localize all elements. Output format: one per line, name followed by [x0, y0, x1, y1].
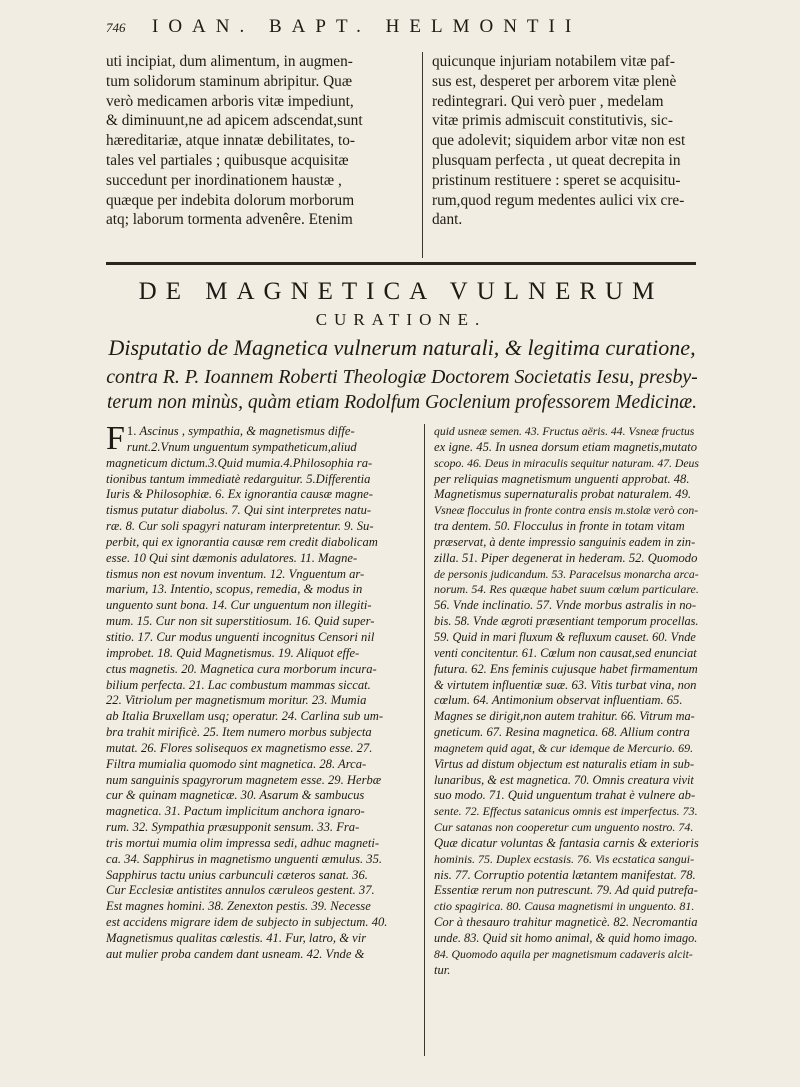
index-line: Magnetismus supernaturalis probat naturalem. 49.	[434, 487, 692, 502]
drop-cap: F	[106, 420, 125, 457]
index-line: tismus non est novum inventum. 12. Vnguentum ar-	[106, 566, 365, 581]
index-line: mutat. 26. Flores solisequos ex magnetismo esse. 27.	[106, 740, 373, 755]
text-line: verò medicamen arboris vitæ impediunt,	[106, 92, 354, 110]
text-line: redintegrari. Qui verò puer , medelam	[432, 92, 664, 110]
index-line: Virtus ad distum objectum est naturalis etiam in sub-	[434, 756, 695, 771]
index-line: Quæ dicatur voluntas & fantasia carnis & exterioris	[434, 835, 699, 850]
index-line: bra trahit mirificè. 25. Item numero morbus subjecta	[106, 725, 372, 740]
index-line: sente. 72. Effectus satanicus omnis est imperfectus. 73.	[434, 804, 698, 819]
index-line: lunaribus, & est magnetica. 70. Omnis creatura vivit	[434, 772, 694, 787]
index-line: bilium perfecta. 21. Lac combustum mammas siccat.	[106, 677, 371, 692]
index-line: nis. 77. Corruptio potentia lætantem manifestat. 78.	[434, 867, 696, 882]
text-line: plusquam perfecta , ut queat decrepita in	[432, 151, 681, 169]
section-rule	[106, 262, 696, 265]
index-line: ex igne. 45. In usnea dorsum etiam magnetis,mutato	[434, 439, 698, 454]
index-line: magneticum dictum.3.Quid mumia.4.Philosophia ra-	[106, 455, 373, 470]
index-line: Filtra mumialia quomodo sint magnetica. 28. Arca-	[106, 756, 367, 771]
index-line: Cur satanas non cooperetur cum unguento nostro. 74.	[434, 820, 694, 835]
index-line: unde. 83. Quid sit homo animal, & quid homo imago.	[434, 931, 698, 945]
index-line: magnetem quid agat, & cur idemque de Mercurio. 69.	[434, 740, 694, 755]
index-line: 84. Quomodo aquila per magnetismum cadaveris alcit-	[434, 947, 693, 961]
column-divider	[424, 424, 425, 1056]
index-line: num sanguinis spagyrorum magnetem esse. 29. Herbæ	[106, 772, 382, 787]
index-left-column	[106, 420, 418, 963]
index-line: magnetica. 31. Pactum implicitum anchora ignaro-	[106, 804, 365, 819]
index-line: venti concitentur. 61. Cœlum non causat,sed enunciat	[434, 645, 697, 660]
index-line: ca. 34. Sapphirus in magnetismo unguenti æmulus. 35.	[106, 851, 383, 866]
index-line: bis. 58. Vnde ægroti præsentiant temporum procellas.	[434, 614, 699, 629]
continuation-text	[0, 52, 800, 262]
text-line: dant.	[432, 211, 463, 229]
index-line: tismus putatur diabolus. 7. Qui sint interpretes natu-	[106, 503, 372, 518]
text-line: pristinum restituere : speret se acquisitu-	[432, 171, 681, 189]
top-left-column	[106, 52, 416, 230]
text-line: uti incipiat, dum alimentum, in augmen-	[106, 53, 353, 70]
index-line: de personis judicandum. 53. Paracelsus monarcha arca-	[434, 567, 699, 581]
index-line: tionibus tantum immediatè redarguitur. 5.Differentia	[106, 471, 371, 486]
text-line: atq; laborum tormenta advenêre. Etenim	[106, 211, 353, 229]
index-line: Essentiæ rerum non putrescunt. 79. Ad quid putrefa-	[434, 883, 698, 898]
disputation-title	[106, 332, 698, 416]
index-line: cur & quinam magneticæ. 30. Asarum & sambucus	[106, 788, 365, 803]
index-line: marium, 13. Intentio, scopus, remedia, & modus in	[106, 582, 363, 597]
text-line: tum solidorum staminum abripitur. Quæ	[106, 72, 353, 90]
index-line: Cur Ecclesiæ antistites annulos cæruleos gestent. 37.	[106, 883, 375, 898]
index-line: quid usneæ semen. 43. Fructus aëris. 44. Vsneæ fructus	[434, 425, 695, 438]
running-head-title: IOAN. BAPT. HELMONTII	[152, 16, 582, 37]
index-line: Cor à thesauro trahitur magneticè. 82. Necromantia	[434, 915, 698, 930]
index-line: gneticum. 67. Resina magnetica. 68. Allium contra	[434, 725, 690, 740]
index-line: perbit, qui ex ignorantia causæ rem credit diabolicam	[106, 534, 378, 549]
index-line: Est magnes homini. 38. Zenexton pestis. 39. Necesse	[106, 899, 371, 914]
text-line: hæreditariæ, atque innatæ debilitates, to-	[106, 132, 355, 150]
index-line: runt.2.Vnum unguentum sympatheticum,aliud	[126, 439, 357, 454]
index-line: scopo. 46. Deus in miraculis sequitur naturam. 47. Deus	[434, 456, 699, 470]
index-line: suo modo. 71. Quid unguentum trahat è vulnere ab-	[434, 788, 696, 803]
section-heading: DE MAGNETICA VULNERUM	[138, 278, 664, 305]
index-line: 59. Quid in mari fluxum & refluxum causet. 60. Vnde	[434, 629, 696, 644]
text-line: tales vel partiales ; quibusque acquisitæ	[106, 151, 349, 169]
index-line: Vsneæ flocculus in fronte contra ensis m.stolæ verò con-	[434, 504, 699, 518]
index-line: mum. 15. Cur non sit superstitiosum. 16. Quid super-	[106, 614, 375, 629]
index-first-text: Ascinus , sympathia, & magnetismus diffe-	[139, 424, 355, 438]
text-line: & diminuunt,ne ad apicem adscendat,sunt	[106, 112, 363, 130]
index-line: unguento sunt bona. 14. Cur unguentum non illegiti-	[106, 598, 372, 613]
index-line: per reliquias magnetismum unguenti approbat. 48.	[434, 471, 690, 486]
index-line: rum. 32. Sympathia præsupponit sensum. 33. Fra-	[106, 820, 360, 835]
index-line: 56. Vnde inclinatio. 57. Vnde morbus astralis in no-	[434, 598, 697, 613]
index-line: hominis. 75. Duplex ecstasis. 76. Vis ecstatica sangui-	[434, 851, 695, 866]
index-line: aut mulier proba candem dant usneam. 42. Vnde &	[106, 946, 365, 961]
index-line: stitio. 17. Cur modus unguenti incognitus Censori nil	[106, 629, 375, 644]
index-line: est accidens migrare idem de subjecto in subjectum. 40.	[106, 915, 388, 930]
index-line: tra dentem. 50. Flocculus in fronte in totam vitam	[434, 519, 685, 534]
top-right-column	[432, 52, 694, 230]
page-number: 746	[106, 20, 126, 35]
index-line: ctio spagirica. 80. Causa magnetismi in unguento. 81.	[434, 899, 695, 914]
text-line: quicunque injuriam notabilem vitæ paf-	[432, 53, 675, 70]
index-first-number: 1.	[126, 424, 137, 438]
disputation-title-line: Disputatio de Magnetica vulnerum naturali, & legitima curatione,	[108, 335, 696, 360]
disputation-title-line: terum non minùs, quàm etiam Rodolfum Goclenium professorem Medicinæ.	[107, 392, 697, 413]
text-line: succedunt per inordinationem haustæ ,	[106, 171, 342, 189]
index-line: Iuris & Philosophiæ. 6. Ex ignorantia causæ magne-	[106, 487, 373, 502]
index-line: Magnes se dirigit,non autem trahitur. 66. Vitrum ma-	[434, 709, 695, 724]
index-line: ab Italia Bruxellam usq; operatur. 24. Carlina sub um-	[106, 709, 384, 724]
index-line: & virtutem influentiæ suæ. 63. Vitis turbat vina, non	[434, 677, 697, 692]
column-divider	[422, 52, 423, 258]
index-line: improbet. 18. Quid Magnetismus. 19. Aliquot effe-	[106, 645, 360, 660]
index-line: tris mortui mumia olim impressa sedi, adhuc magneti-	[106, 835, 380, 850]
index-line: esse. 10 Qui sint dæmonis adulatores. 11. Magne-	[106, 550, 358, 565]
text-line: rum,quod regum medentes aulici vix cre-	[432, 191, 685, 209]
index-line: norum. 54. Res quæque habet suum cœlum particulare.	[434, 582, 699, 597]
index-line: tur.	[434, 962, 451, 977]
text-line: sus est, desperet per arborem vitæ plenè	[432, 72, 677, 90]
index-line: zilla. 51. Piper degenerat in hederam. 52. Quomodo	[434, 550, 698, 565]
disputation-title-line: contra R. P. Ioannem Roberti Theologiæ Doctorem Societatis Iesu, presby-	[106, 366, 698, 388]
text-line: quæque per indebita dolorum morborum	[106, 191, 355, 209]
index-line: ctus magnetis. 20. Magnetica cura morborum incura-	[106, 661, 377, 676]
index-line: cœlum. 64. Antimonium observat influentiam. 65.	[434, 693, 683, 708]
text-line: vitæ primis admiscuit constitutivis, sic-	[432, 112, 673, 130]
index-line: ræ. 8. Cur soli spagyri naturam interpretentur. 9. Su-	[106, 519, 374, 534]
text-line: que adolevit; siquidem arbor vitæ non est	[432, 132, 686, 150]
section-subheading: CURATIONE.	[315, 310, 487, 329]
index-right-column	[434, 424, 698, 979]
index-line: Sapphirus tactu unius carbunculi cæteros sanat. 36.	[106, 867, 368, 882]
index-line: 22. Vitriolum per magnetismum moritur. 23. Mumia	[106, 693, 367, 708]
index-line: Magnetismus qualitas cœlestis. 41. Fur, latro, & vir	[106, 931, 367, 945]
index-line: præservat, à dente impressio sanguinis eadem in zin-	[434, 534, 696, 549]
running-head	[0, 16, 800, 46]
index-line: futura. 62. Ens feminis cujusque habet firmamentum	[434, 661, 698, 676]
